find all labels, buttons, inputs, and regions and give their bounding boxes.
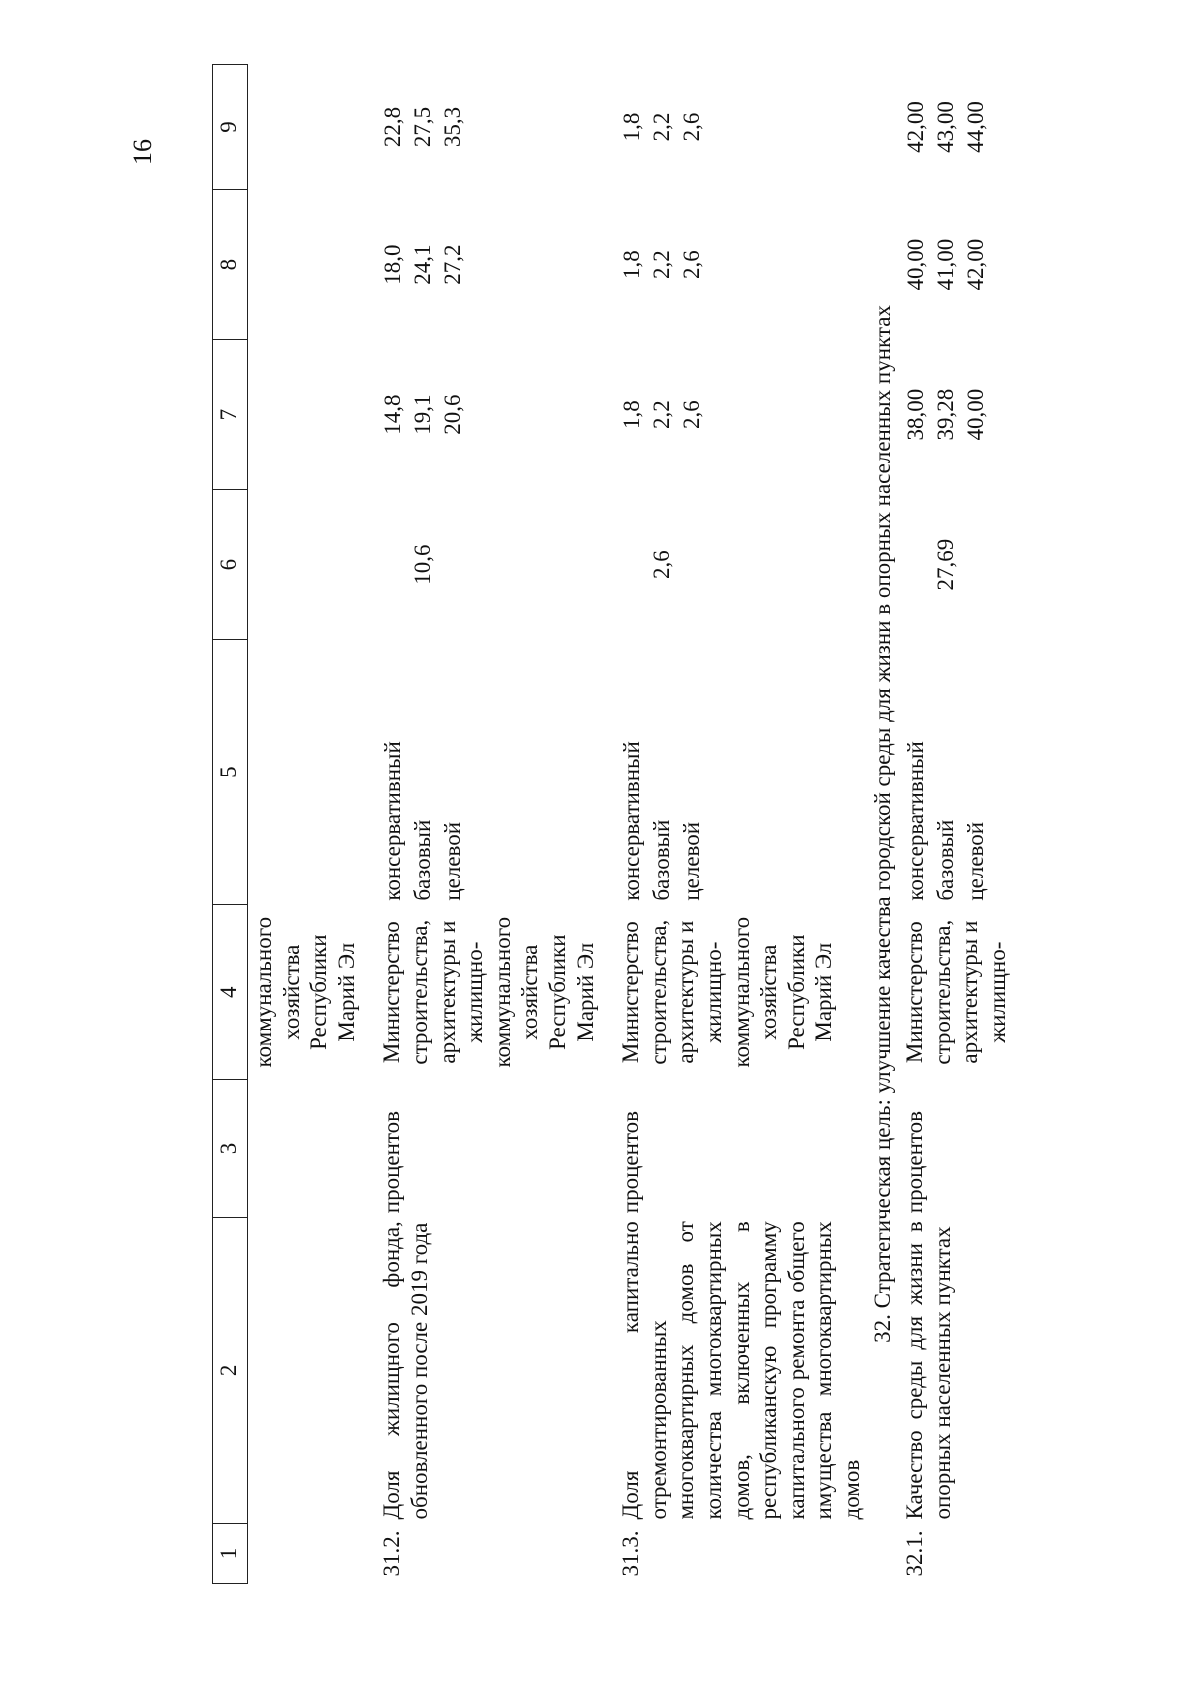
value-cell: 24,1	[410, 244, 436, 285]
value-cell: 19,1	[410, 394, 436, 435]
value-cell: 2,2	[649, 250, 675, 279]
value-cell: 1,8	[619, 400, 645, 429]
value-cell: 40,00	[963, 388, 989, 441]
header-col-6: 6	[213, 490, 248, 640]
value-cell: 2,6	[679, 400, 705, 429]
responsible-org: Министерство строительства, архитектуры и жилищно-	[902, 919, 1010, 1065]
indicators-table	[212, 64, 1013, 1584]
value-cell: 1,8	[619, 250, 645, 279]
unit: процентов	[902, 1110, 928, 1214]
table-row	[376, 65, 601, 1584]
scenario-base: базовый	[649, 819, 675, 901]
table-row	[899, 65, 1013, 1584]
scenario-target: целевой	[679, 821, 705, 901]
col7-values	[615, 340, 867, 490]
value-cell: 42,00	[963, 238, 989, 291]
value-cell: 14,8	[380, 394, 406, 435]
scenario-target: целевой	[440, 821, 466, 901]
header-row	[213, 65, 248, 1584]
col7-values	[376, 340, 601, 490]
col7-values	[899, 340, 1013, 490]
value-cell: 38,00	[903, 388, 929, 441]
row-number: 31.2.	[379, 1530, 405, 1577]
value-cell: 10,6	[410, 544, 436, 585]
value-cell: 41,00	[933, 238, 959, 291]
value-cell: 2,6	[679, 112, 705, 142]
value-cell: 22,8	[380, 106, 406, 148]
value-cell: 40,00	[903, 238, 929, 291]
indicator-name: Качество среды для жизни в опорных населенных пунктах	[902, 1221, 955, 1520]
value-cell: 1,8	[619, 112, 645, 142]
header-col-5: 5	[213, 640, 248, 905]
section-row	[867, 65, 899, 1584]
col8-values	[615, 190, 867, 340]
col6-values	[615, 490, 867, 640]
row-number: 32.1.	[902, 1530, 928, 1577]
value-cell: 27,5	[410, 106, 436, 148]
header-col-3: 3	[213, 1080, 248, 1218]
col6-values	[376, 490, 601, 640]
value-cell: 2,2	[649, 112, 675, 142]
scenario-conservative: консервативный	[380, 741, 406, 901]
scenario-target: целевой	[963, 821, 989, 901]
value-cell: 2,2	[649, 400, 675, 429]
value-cell: 20,6	[440, 394, 466, 435]
value-cell: 44,00	[963, 101, 989, 153]
scenario-base: базовый	[933, 819, 959, 901]
scenarios	[376, 640, 601, 905]
value-cell: 39,28	[933, 388, 959, 441]
value-cell	[378, 494, 408, 636]
scenarios	[899, 640, 1013, 905]
scenario-conservative: консервативный	[903, 741, 929, 901]
scenarios	[615, 640, 867, 905]
section-heading: 32. Стратегическая цель: улучшение качества городской среды для жизни в опорных населенных пунктах	[870, 305, 896, 1343]
col9-values	[899, 65, 1013, 190]
indicator-name: Доля жилищного фонда, обновленного после 2019 года	[379, 1221, 432, 1520]
value-cell: 27,2	[440, 244, 466, 285]
col8-values	[899, 190, 1013, 340]
col6-values	[899, 490, 1013, 640]
value-cell	[677, 494, 707, 636]
responsible-org: Министерство строительства, архитектуры и жилищно-коммунального хозяйства Республики Марий Эл	[379, 916, 598, 1068]
value-cell: 2,6	[679, 250, 705, 279]
scenario-base: базовый	[410, 819, 436, 901]
col9-values	[615, 65, 867, 190]
header-col-8: 8	[213, 190, 248, 340]
value-cell: 42,00	[903, 101, 929, 153]
table-row	[615, 65, 867, 1584]
header-col-2: 2	[213, 1217, 248, 1523]
header-col-4: 4	[213, 905, 248, 1080]
value-cell	[438, 494, 468, 636]
col9-values	[376, 65, 601, 190]
continuation-row	[248, 65, 363, 1584]
header-col-9: 9	[213, 65, 248, 190]
value-cell	[901, 494, 931, 636]
indicator-name: Доля капитально отремонтированных многоквартирных домов от количества многоквартирных домов, включенных в республиканскую программу капитального ремонта общего имущества многоквартирных домов	[618, 1221, 864, 1520]
value-cell	[617, 494, 647, 636]
row-number: 31.3.	[618, 1530, 644, 1577]
col8-values	[376, 190, 601, 340]
value-cell: 2,6	[649, 550, 675, 580]
header-col-1: 1	[213, 1524, 248, 1584]
value-cell: 27,69	[933, 538, 959, 591]
continuation-org: коммунального хозяйства Республики Марий Эл	[251, 916, 359, 1068]
unit: процентов	[618, 1110, 644, 1214]
scenario-conservative: консервативный	[619, 741, 645, 901]
value-cell: 18,0	[380, 244, 406, 285]
header-col-7: 7	[213, 340, 248, 490]
page-number: 16	[128, 139, 157, 165]
value-cell: 35,3	[440, 106, 466, 148]
value-cell: 43,00	[933, 101, 959, 153]
unit: процентов	[379, 1110, 405, 1214]
value-cell	[961, 494, 991, 636]
responsible-org: Министерство строительства, архитектуры и жилищно-коммунального хозяйства Республики Марий Эл	[618, 916, 837, 1068]
